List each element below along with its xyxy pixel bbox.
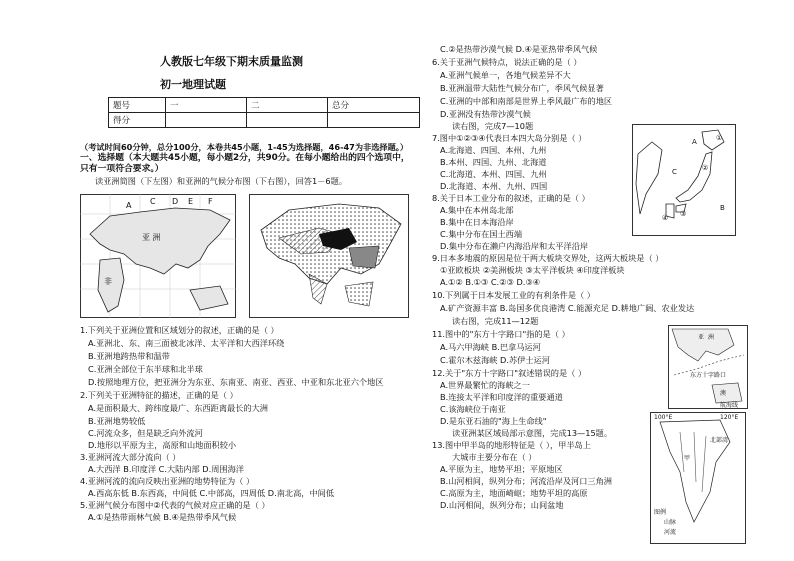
region-map	[650, 412, 746, 544]
question-line: B.集中在日本海沿岸	[440, 217, 514, 227]
map-label: ②	[702, 164, 709, 172]
score-row-label: 得分	[109, 113, 166, 128]
question-line: 11.图中的"东方十字路口"指的是（ ）	[432, 329, 570, 339]
question-line: 9.日本多地震的原因是位于两大板块交界处，这两大板块是（ ）	[432, 253, 664, 263]
asia-climate-map	[249, 194, 409, 318]
question-line: A.矿产资源丰富 B.岛国多优良港湾 C.能源充足 D.耕地广阔、农业发达	[440, 303, 695, 313]
question-line: B.本州、四国、九州、北海道	[440, 157, 547, 167]
question-line: C.河流众多，但是缺乏向外流河	[88, 428, 203, 438]
question-line: D.地形以平原为主，高原和山地面积较小	[88, 440, 237, 450]
map-label: 亚	[698, 334, 705, 341]
question-line: D.按照地理方位，把亚洲分为东亚、东南亚、南亚、西亚、中亚和东北亚六个地区	[88, 377, 384, 387]
question-line: 6.关于亚洲气候特点，说法正确的是（ ）	[432, 57, 582, 67]
score-table	[108, 97, 420, 128]
map-label: 航海线	[720, 402, 739, 409]
exam-note: （考试时间60分钟，总分100分，本卷共45小题，1-45为选择题，46-47为非选择题。）	[80, 142, 409, 152]
score-header-cell: 二	[247, 98, 328, 113]
question-line: C.北海道、本州、四国、九州	[440, 169, 547, 179]
map-label: 120°E	[720, 414, 739, 421]
map-label: B	[720, 204, 725, 212]
map-label: 亚 洲	[142, 233, 161, 242]
map-label: D	[172, 197, 179, 206]
question-line: B.亚洲地跨热带和温带	[88, 351, 170, 361]
map-instruction: 读亚洲简图（下左图）和亚洲的气候分布图（下右图），回答1－6题。	[95, 176, 347, 186]
question-line: 读右图，完成11—12题	[452, 316, 539, 326]
question-line: C.②是热带沙漠气候 D.④是亚热带季风气候	[440, 44, 598, 54]
score-header-cell: 一	[166, 98, 247, 113]
question-line: A.亚洲气候单一，各地气候差异不大	[440, 70, 571, 80]
question-line: 读右图，完成7—10题	[452, 121, 534, 131]
japan-map	[632, 124, 736, 236]
section-heading-cont: 只有一项符合要求。）	[80, 164, 164, 174]
question-line: A.马六甲海峡 B.巴拿马运河	[440, 342, 541, 352]
score-header-cell: 题号	[109, 98, 166, 113]
question-line: B.连接太平洋和印度洋的重要通道	[440, 392, 563, 402]
map-label: 甲	[684, 455, 691, 462]
question-line: 12.关于"东方十字路口"叙述错误的是（ ）	[432, 368, 587, 378]
question-line: A.集中在本州岛北部	[440, 205, 514, 215]
score-cell[interactable]	[328, 113, 420, 128]
page-title: 人教版七年级下期末质量监测	[160, 55, 303, 68]
question-line: B.亚洲温带大陆性气候分布广，季风气候显著	[440, 83, 604, 93]
question-line: 大城市主要分布在（ ）	[452, 452, 537, 462]
map-label: 河流	[664, 529, 677, 536]
question-line: A.北海道、四国、本州、九州	[440, 145, 547, 155]
question-line: B.亚洲地势较低	[88, 416, 146, 426]
question-line: A.①② B.①③ C.②③ D.③④	[440, 277, 541, 287]
map-label: C	[150, 197, 156, 206]
map-label: 山脉	[664, 519, 677, 526]
question-line: C.集中分布在国土西端	[440, 229, 523, 239]
score-cell[interactable]	[166, 113, 247, 128]
score-cell[interactable]	[247, 113, 328, 128]
question-line: 7.图中①②③④代表日本四大岛分别是（ ）	[432, 133, 587, 143]
page-subtitle: 初一地理试题	[160, 78, 226, 91]
map-label: ③	[680, 210, 687, 218]
question-line: C.高原为主，地面崎岖；地势平坦的高原	[440, 488, 588, 498]
question-line: 3.亚洲河流大部分流向（ ）	[80, 452, 181, 462]
map-label: 图例	[654, 509, 667, 516]
map-label: 北部湾	[710, 437, 729, 444]
question-line: 10.下列属于日本发展工业的有利条件是（ ）	[432, 290, 595, 300]
map-label: E	[188, 197, 194, 206]
question-line: C.亚洲的中部和南部是世界上季风最广布的地区	[440, 96, 613, 106]
question-line: C.霍尔木兹海峡 D.苏伊士运河	[440, 355, 550, 365]
question-line: 2.下列关于亚洲特征的描述，正确的是（ ）	[80, 390, 238, 400]
question-line: A.世界最繁忙的海峡之一	[440, 380, 530, 390]
question-line: 13.图中甲半岛的地形特征是（ ），甲半岛上	[432, 440, 591, 450]
map-label: A	[692, 138, 697, 146]
strait-map	[668, 325, 748, 409]
question-line: ①亚欧板块 ②美洲板块 ③太平洋板块 ④印度洋板块	[440, 265, 625, 275]
question-line: A.大西洋 B.印度洋 C.大陆内部 D.周围海洋	[88, 464, 244, 474]
question-line: 读亚洲某区域局部示意图，完成13—15题。	[452, 428, 613, 438]
map-label: F	[208, 197, 213, 206]
question-line: D.集中分布在濑户内海沿岸和太平洋沿岸	[440, 241, 589, 251]
asia-map	[80, 194, 236, 318]
question-line: C.该海峡位于南亚	[440, 404, 506, 414]
question-line: A.平原为主，地势平坦；平原地区	[440, 464, 563, 474]
section-heading: 一、选择题（本大题共45小题，每小题2分，共90分。在每小题给出的四个选项中，	[80, 153, 410, 163]
question-line: A.是面积最大、跨纬度最广、东西距离最长的大洲	[88, 403, 268, 413]
question-line: D.亚洲没有热带沙漠气候	[440, 109, 531, 119]
question-line: C.亚洲全部位于东半球和北半球	[88, 364, 203, 374]
map-label: 洲	[708, 334, 715, 341]
score-header-cell: 总分	[328, 98, 420, 113]
map-label: ①	[716, 134, 723, 142]
map-label: 100°E	[654, 414, 673, 421]
map-label: 澳	[720, 390, 727, 397]
map-label: 非	[104, 277, 112, 286]
map-label: 东方十字路口	[690, 372, 727, 379]
question-line: D.是东亚石油的"海上生命线"	[440, 416, 547, 426]
map-label: C	[672, 168, 677, 176]
map-label: ④	[662, 214, 669, 222]
question-line: 5.亚洲气候分布图中②代表的气候对应正确的是（ ）	[80, 500, 270, 510]
question-line: A.①是热带雨林气候 B.④是热带季风气候	[88, 512, 237, 522]
question-line: D.北海道、本州、九州、四国	[440, 181, 548, 191]
question-line: A.西高东低 B.东西高，中间低 C.中部高，四周低 D.南北高，中间低	[88, 488, 335, 498]
question-line: B.山河相间，纵列分布；河流沿岸及河口三角洲	[440, 476, 612, 486]
question-line: D.山河相间，纵列分布；山间盆地	[440, 500, 564, 510]
question-line: A.亚洲北、东、南三面被北冰洋、太平洋和大西洋环绕	[88, 338, 285, 348]
map-label: A	[126, 201, 132, 210]
question-line: 8.关于日本工业分布的叙述，正确的是（ ）	[432, 193, 590, 203]
question-line: 1.下列关于亚洲位置和区域划分的叙述，正确的是（ ）	[80, 325, 279, 335]
question-line: 4.亚洲河流的流向反映出亚洲的地势特征为（ ）	[80, 476, 255, 486]
